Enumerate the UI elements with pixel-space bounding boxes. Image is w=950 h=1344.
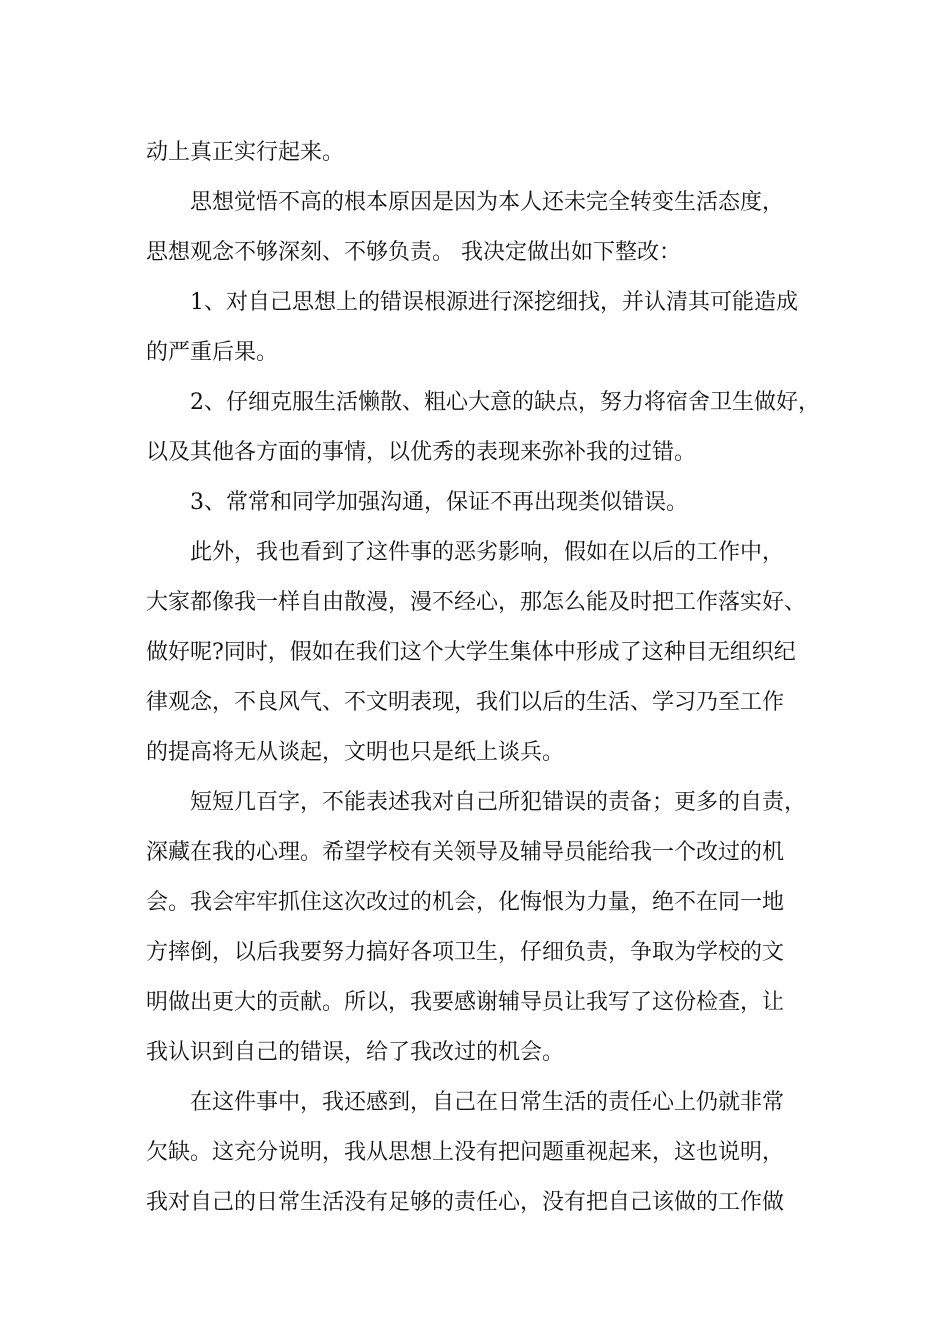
- text-line: 方摔倒，以后我要努力搞好各项卫生，仔细负责，争取为学校的文: [146, 940, 785, 965]
- text-line: 做好呢?同时，假如在我们这个大学生集体中形成了这种目无组织纪: [146, 640, 796, 665]
- text-line: 的提高将无从谈起，文明也只是纸上谈兵。: [146, 740, 565, 765]
- document-body: [146, 128, 820, 1228]
- list-item-2: 2、仔细克服生活懒散、粗心大意的缺点，努力将宿舍卫生做好，: [190, 390, 820, 415]
- text-line: 以及其他各方面的事情，以优秀的表现来弥补我的过错。: [146, 440, 697, 465]
- paragraph-first-line: 此外，我也看到了这件事的恶劣影响，假如在以后的工作中，: [190, 540, 785, 565]
- paragraph-first-line: 在这件事中，我还感到，自己在日常生活的责任心上仍就非常: [190, 1090, 785, 1115]
- text-line: 思想观念不够深刻、不够负责。 我决定做出如下整改：: [146, 240, 681, 265]
- text-line: 我认识到自己的错误，给了我改过的机会。: [146, 1040, 565, 1065]
- text-line: 动上真正实行起来。: [146, 140, 345, 165]
- text-line: 我对自己的日常生活没有足够的责任心，没有把自己该做的工作做: [146, 1190, 785, 1215]
- text-line: 会。我会牢牢抓住这次改过的机会，化悔恨为力量，绝不在同一地: [146, 890, 785, 915]
- text-line: 的严重后果。: [146, 340, 279, 365]
- text-line: 明做出更大的贡献。所以，我要感谢辅导员让我写了这份检查，让: [146, 990, 785, 1015]
- text-line: 律观念，不良风气、不文明表现，我们以后的生活、学习乃至工作: [146, 690, 785, 715]
- text-line: 大家都像我一样自由散漫，漫不经心，那怎么能及时把工作落实好、: [146, 590, 807, 615]
- paragraph-first-line: 思想觉悟不高的根本原因是因为本人还未完全转变生活态度，: [190, 190, 785, 215]
- list-item-1: 1、对自己思想上的错误根源进行深挖细找，并认清其可能造成: [190, 290, 798, 315]
- paragraph-first-line: 短短几百字，不能表述我对自己所犯错误的责备；更多的自责，: [190, 790, 807, 815]
- list-item-3: 3、常常和同学加强沟通，保证不再出现类似错误。: [190, 490, 688, 515]
- text-line: 欠缺。这充分说明，我从思想上没有把问题重视起来，这也说明，: [146, 1140, 785, 1165]
- text-line: 深藏在我的心理。希望学校有关领导及辅导员能给我一个改过的机: [146, 840, 785, 865]
